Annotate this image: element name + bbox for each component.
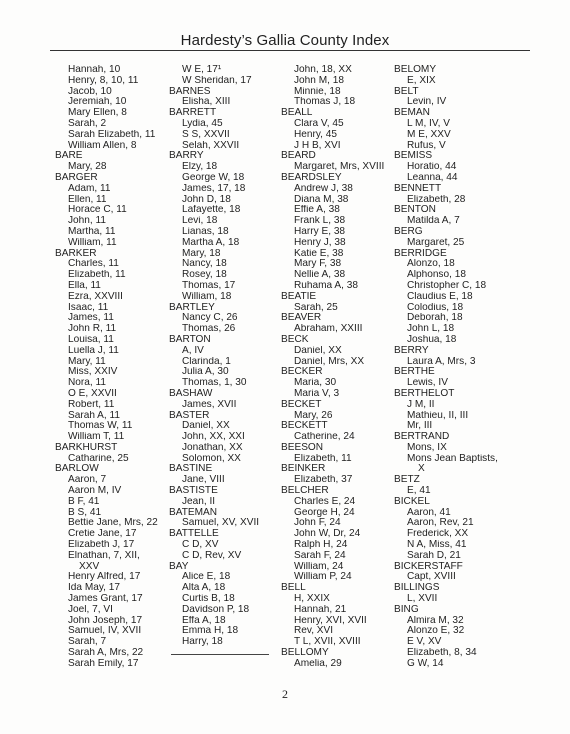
index-entry: L M, IV, V xyxy=(407,118,451,129)
index-entry: Ruhama A, 38 xyxy=(294,280,358,291)
index-entry: Margaret, Mrs, XVIII xyxy=(294,162,385,173)
index-entry: Elizabeth, 28 xyxy=(407,194,466,205)
surname-heading: BARKHURST xyxy=(55,442,118,453)
index-entry: Jonathan, XX xyxy=(182,442,243,453)
index-entry: W E, 17¹ xyxy=(182,65,222,75)
surname-heading: BARTON xyxy=(169,334,211,345)
index-entry: Hannah, 10 xyxy=(68,65,121,75)
index-entry: Mr, III xyxy=(407,421,433,432)
index-entry: Mary, 18 xyxy=(182,248,221,259)
index-entry: Almira M, 32 xyxy=(407,615,464,626)
index-entry: Deborah, 18 xyxy=(407,313,463,324)
index-entry: Lewis, IV xyxy=(407,378,448,389)
index-entry: Elzy, 18 xyxy=(182,162,218,173)
index-entry: Sarah Elizabeth, 11 xyxy=(68,129,156,140)
index-entry: Horace C, 11 xyxy=(68,205,127,216)
index-entry: L, XVII xyxy=(407,594,438,605)
surname-heading: BEMISS xyxy=(394,151,433,162)
index-column-2 xyxy=(169,65,291,659)
index-entry: Ezra, XXVIII xyxy=(68,291,123,302)
index-entry: James, 11 xyxy=(68,313,114,324)
index-entry: Miss, XXIV xyxy=(68,367,118,378)
surname-heading: BETZ xyxy=(394,475,420,486)
index-entry: Thomas, 26 xyxy=(182,324,236,335)
index-entry: E, 41 xyxy=(407,486,431,497)
section-divider xyxy=(171,654,269,655)
index-entry: Sarah, 25 xyxy=(294,302,338,313)
index-entry: Nancy, 18 xyxy=(182,259,227,270)
index-column-3 xyxy=(281,65,403,670)
index-entry: Henry, 8, 10, 11 xyxy=(68,75,139,86)
index-entry: Maria V, 3 xyxy=(294,388,340,399)
index-entry: Elizabeth J, 17 xyxy=(68,540,135,551)
entry-continuation: X xyxy=(418,464,425,475)
index-entry: G W, 14 xyxy=(407,658,444,669)
index-entry: C D, Rev, XV xyxy=(182,550,242,561)
index-entry: Isaac, 11 xyxy=(68,302,109,313)
index-entry: Katie E, 38 xyxy=(294,248,344,259)
surname-heading: BASTISTE xyxy=(169,486,218,497)
index-entry: Mary F, 38 xyxy=(294,259,342,270)
index-entry: Ella, 11 xyxy=(68,280,101,291)
surname-heading: BECK xyxy=(281,334,309,345)
index-entry: John Joseph, 17 xyxy=(68,615,143,626)
surname-heading: BILLINGS xyxy=(394,583,440,594)
index-entry: Elizabeth, 37 xyxy=(294,475,353,486)
index-entry: Christopher C, 18 xyxy=(407,280,487,291)
index-entry: O E, XXVII xyxy=(68,388,117,399)
surname-heading: BAY xyxy=(169,561,189,572)
surname-heading: BICKEL xyxy=(394,496,430,507)
index-entry: Diana M, 38 xyxy=(294,194,349,205)
surname-heading: BASTINE xyxy=(169,464,213,475)
index-entry: Alonzo E, 32 xyxy=(407,626,465,637)
surname-heading: BEINKER xyxy=(281,464,326,475)
index-entry: Thomas, 17 xyxy=(182,280,236,291)
index-entry: Mons Jean Baptists, xyxy=(407,453,498,464)
index-entry: Henry, 45 xyxy=(294,129,338,140)
index-entry: Bettie Jane, Mrs, 22 xyxy=(68,518,158,529)
surname-heading: BARLOW xyxy=(55,464,99,475)
surname-heading: BING xyxy=(394,604,419,615)
index-entry: Jacob, 10 xyxy=(68,86,112,97)
page-number: 2 xyxy=(282,687,288,701)
index-entry: William Allen, 8 xyxy=(68,140,137,151)
index-entry: Henry J, 38 xyxy=(294,237,346,248)
index-entry: Sarah A, Mrs, 22 xyxy=(68,648,144,659)
index-entry: H, XXIX xyxy=(294,594,330,605)
index-entry: James Grant, 17 xyxy=(68,594,143,605)
index-entry: Adam, 11 xyxy=(68,183,111,194)
index-entry: Capt, XVIII xyxy=(407,572,456,583)
surname-heading: BELLOMY xyxy=(281,648,329,659)
index-entry: Martha A, 18 xyxy=(182,237,240,248)
index-entry: Matilda A, 7 xyxy=(407,216,460,227)
page-title: Hardesty’s Gallia County Index xyxy=(180,32,390,49)
index-entry: Henry Alfred, 17 xyxy=(68,572,141,583)
index-entry: Lianas, 18 xyxy=(182,226,229,237)
surname-heading: BARNES xyxy=(169,86,211,97)
surname-heading: BICKERSTAFF xyxy=(394,561,463,572)
surname-heading: BEAVER xyxy=(281,313,322,324)
index-entry: John, XX, XXI xyxy=(182,432,245,443)
surname-heading: BERTHELOT xyxy=(394,388,455,399)
index-entry: James, XVII xyxy=(182,399,237,410)
index-entry: E V, XV xyxy=(407,637,442,648)
surname-heading: BARTLEY xyxy=(169,302,215,313)
surname-heading: BERRY xyxy=(394,345,429,356)
index-entry: Davidson P, 18 xyxy=(182,604,250,615)
index-entry: T L, XVII, XVIII xyxy=(294,637,361,648)
surname-heading: BECKER xyxy=(281,367,323,378)
index-entry: John L, 18 xyxy=(407,324,455,335)
surname-heading: BENTON xyxy=(394,205,436,216)
surname-heading: BECKETT xyxy=(281,421,328,432)
index-entry: Harry E, 38 xyxy=(294,226,346,237)
index-entry: Clara V, 45 xyxy=(294,118,344,129)
index-entry: Samuel, IV, XVII xyxy=(68,626,142,637)
index-entry: Rufus, V xyxy=(407,140,446,151)
index-entry: Levin, IV xyxy=(407,97,447,108)
index-entry: Nellie A, 38 xyxy=(294,270,346,281)
index-entry: Frank L, 38 xyxy=(294,216,346,227)
index-entry: Mary, 28 xyxy=(68,162,107,173)
index-entry: J H B, XVI xyxy=(294,140,341,151)
surname-heading: BEALL xyxy=(281,108,313,119)
surname-heading: BENNETT xyxy=(394,183,442,194)
surname-heading: BECKET xyxy=(281,399,322,410)
surname-heading: BEARD xyxy=(281,151,316,162)
index-entry: Cretie Jane, 17 xyxy=(68,529,137,540)
index-entry: Mathieu, II, III xyxy=(407,410,469,421)
index-entry: Thomas J, 18 xyxy=(294,97,356,108)
index-entry: S S, XXVII xyxy=(182,129,230,140)
index-entry: Amelia, 29 xyxy=(294,658,342,669)
surname-heading: BASHAW xyxy=(169,388,213,399)
index-entry: George W, 18 xyxy=(182,172,245,183)
index-entry: Hannah, 21 xyxy=(294,604,347,615)
index-entry: Martha, 11 xyxy=(68,226,116,237)
index-entry: Elizabeth, 11 xyxy=(68,270,126,281)
index-entry: William, 11 xyxy=(68,237,117,248)
index-entry: Thomas W, 11 xyxy=(68,421,133,432)
index-entry: William T, 11 xyxy=(68,432,125,443)
index-entry: Solomon, XX xyxy=(182,453,241,464)
index-entry: Maria, 30 xyxy=(294,378,337,389)
index-entry: Andrew J, 38 xyxy=(294,183,353,194)
index-entry: Aaron, Rev, 21 xyxy=(407,518,474,529)
index-entry: Louisa, 11 xyxy=(68,334,114,345)
surname-heading: BELCHER xyxy=(281,486,329,497)
index-entry: Frederick, XX xyxy=(407,529,469,540)
index-entry: William P, 24 xyxy=(294,572,352,583)
index-entry: Aaron M, IV xyxy=(68,486,122,497)
surname-heading: BEMAN xyxy=(394,108,430,119)
index-entry: Margaret, 25 xyxy=(407,237,465,248)
index-entry: M E, XXV xyxy=(407,129,451,140)
index-entry: J M, II xyxy=(407,399,435,410)
surname-heading: BEATIE xyxy=(281,291,317,302)
index-entry: Daniel, XX xyxy=(294,345,342,356)
index-entry: Sarah F, 24 xyxy=(294,550,346,561)
index-entry: Sarah, 7 xyxy=(68,637,107,648)
index-entry: John R, 11 xyxy=(68,324,117,335)
index-entry: Elnathan, 7, XII, xyxy=(68,550,140,561)
index-entry: Jeremiah, 10 xyxy=(68,97,127,108)
index-entry: Curtis B, 18 xyxy=(182,594,235,605)
index-entry: Sarah D, 21 xyxy=(407,550,461,561)
index-entry: B S, 41 xyxy=(68,507,102,518)
title-underline xyxy=(50,50,530,51)
surname-heading: BATTELLE xyxy=(169,529,219,540)
index-entry: Claudius E, 18 xyxy=(407,291,473,302)
index-entry: Elizabeth, 11 xyxy=(294,453,352,464)
index-entry: Elizabeth, 8, 34 xyxy=(407,648,477,659)
index-entry: Effa A, 18 xyxy=(182,615,226,626)
index-entry: Catharine, 25 xyxy=(68,453,129,464)
index-entry: Clarinda, 1 xyxy=(182,356,231,367)
index-entry: Colodius, 18 xyxy=(407,302,464,313)
index-entry: Rev, XVI xyxy=(294,626,334,637)
index-column-1 xyxy=(55,65,177,670)
index-entry: Minnie, 18 xyxy=(294,86,341,97)
index-entry: Catherine, 24 xyxy=(294,432,355,443)
index-entry: Sarah, 2 xyxy=(68,118,107,129)
index-entry: Emma H, 18 xyxy=(182,626,239,637)
index-entry: Nancy C, 26 xyxy=(182,313,238,324)
index-entry: Aaron, 7 xyxy=(68,475,107,486)
index-entry: E, XIX xyxy=(407,75,436,86)
index-entry: Alonzo, 18 xyxy=(407,259,455,270)
index-entry: Ralph H, 24 xyxy=(294,540,348,551)
index-entry: Luella J, 11 xyxy=(68,345,119,356)
index-entry: Daniel, Mrs, XX xyxy=(294,356,365,367)
surname-heading: BARE xyxy=(55,151,83,162)
index-entry: Thomas, 1, 30 xyxy=(182,378,247,389)
surname-heading: BARRETT xyxy=(169,108,217,119)
index-entry: Harry, 18 xyxy=(182,637,223,648)
index-entry: Robert, 11 xyxy=(68,399,115,410)
index-entry: John D, 18 xyxy=(182,194,231,205)
index-entry: Aaron, 41 xyxy=(407,507,451,518)
index-entry: John F, 24 xyxy=(294,518,341,529)
index-entry: James, 17, 18 xyxy=(182,183,246,194)
index-entry: Julia A, 30 xyxy=(182,367,229,378)
surname-heading: BATEMAN xyxy=(169,507,218,518)
index-entry: John W, Dr, 24 xyxy=(294,529,361,540)
index-entry: Mary Ellen, 8 xyxy=(68,108,127,119)
index-entry: Laura A, Mrs, 3 xyxy=(407,356,476,367)
index-entry: Abraham, XXIII xyxy=(294,324,363,335)
surname-heading: BASTER xyxy=(169,410,210,421)
surname-heading: BARKER xyxy=(55,248,97,259)
index-entry: Charles, 11 xyxy=(68,259,119,270)
surname-heading: BARRY xyxy=(169,151,204,162)
index-entry: Alice E, 18 xyxy=(182,572,231,583)
index-entry: Mary, 26 xyxy=(294,410,333,421)
index-entry: Elisha, XIII xyxy=(182,97,231,108)
index-entry: Joshua, 18 xyxy=(407,334,457,345)
index-entry: Alphonso, 18 xyxy=(407,270,466,281)
index-entry: Jane, VIII xyxy=(182,475,225,486)
index-entry: Rosey, 18 xyxy=(182,270,227,281)
index-entry: Leanna, 44 xyxy=(407,172,458,183)
index-entry: Alta A, 18 xyxy=(182,583,226,594)
index-entry: Levi, 18 xyxy=(182,216,218,227)
surname-heading: BERTHE xyxy=(394,367,435,378)
index-entry: Sarah A, 11 xyxy=(68,410,121,421)
index-entry: Sarah Emily, 17 xyxy=(68,658,139,669)
index-entry: B F, 41 xyxy=(68,496,100,507)
index-entry: Daniel, XX xyxy=(182,421,230,432)
index-entry: Jean, II xyxy=(182,496,216,507)
index-entry: John, 18, XX xyxy=(294,65,352,75)
index-entry: Horatio, 44 xyxy=(407,162,457,173)
index-entry: Effie A, 38 xyxy=(294,205,340,216)
index-entry: C D, XV xyxy=(182,540,219,551)
index-entry: Ellen, 11 xyxy=(68,194,107,205)
surname-heading: BERG xyxy=(394,226,423,237)
surname-heading: BELT xyxy=(394,86,419,97)
index-entry: George H, 24 xyxy=(294,507,355,518)
index-entry: William, 18 xyxy=(182,291,232,302)
surname-heading: BELOMY xyxy=(394,65,437,75)
index-entry: Selah, XXVII xyxy=(182,140,240,151)
index-entry: John M, 18 xyxy=(294,75,344,86)
index-entry: A, IV xyxy=(182,345,204,356)
index-entry: Lafayette, 18 xyxy=(182,205,241,216)
index-entry: W Sheridan, 17 xyxy=(182,75,252,86)
index-entry: N A, Miss, 41 xyxy=(407,540,467,551)
surname-heading: BERRIDGE xyxy=(394,248,447,259)
index-entry: William, 24 xyxy=(294,561,344,572)
surname-heading: BEARDSLEY xyxy=(281,172,342,183)
index-column-4 xyxy=(394,65,516,670)
index-entry: Henry, XVI, XVII xyxy=(294,615,367,626)
index-entry: Joel, 7, VI xyxy=(68,604,113,615)
surname-heading: BELL xyxy=(281,583,306,594)
index-entry: Mons, IX xyxy=(407,442,447,453)
index-entry: Ida May, 17 xyxy=(68,583,120,594)
index-entry: Samuel, XV, XVII xyxy=(182,518,260,529)
index-entry: Mary, 11 xyxy=(68,356,106,367)
surname-heading: BEESON xyxy=(281,442,324,453)
index-entry: Charles E, 24 xyxy=(294,496,356,507)
index-entry: Lydia, 45 xyxy=(182,118,223,129)
entry-continuation: XXV xyxy=(79,561,100,572)
index-entry: John, 11 xyxy=(68,216,106,227)
index-entry: Nora, 11 xyxy=(68,378,106,389)
surname-heading: BARGER xyxy=(55,172,98,183)
surname-heading: BERTRAND xyxy=(394,432,450,443)
